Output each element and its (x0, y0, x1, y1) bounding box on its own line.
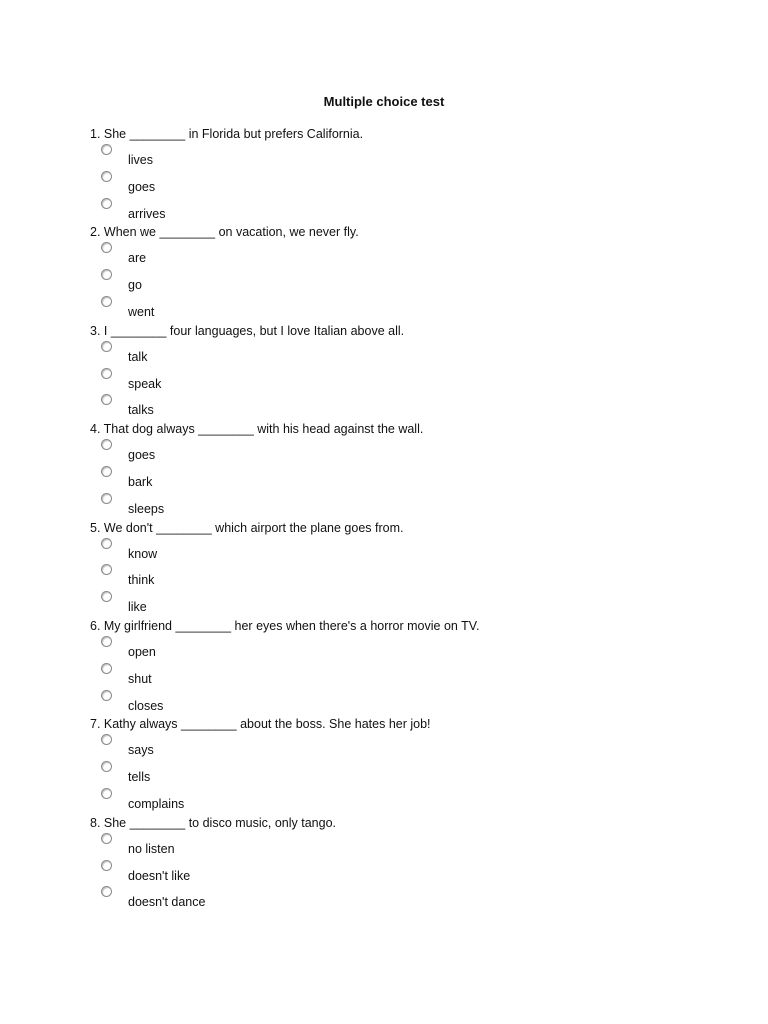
radio-button[interactable] (101, 663, 112, 674)
option-label: open (128, 644, 156, 659)
radio-button[interactable] (101, 761, 112, 772)
option-label: speak (128, 376, 162, 391)
question-text: 1. She ________ in Florida but prefers California. (90, 127, 364, 141)
radio-button[interactable] (101, 144, 112, 155)
question-text: 7. Kathy always ________ about the boss. She hates her job! (90, 717, 431, 732)
option[interactable] (90, 787, 690, 814)
question-5 (90, 519, 690, 617)
option[interactable] (90, 465, 690, 492)
option-label: go (128, 278, 142, 293)
option-label: shut (128, 671, 152, 686)
option[interactable] (90, 367, 690, 394)
option-label: bark (128, 474, 153, 489)
option[interactable] (90, 393, 690, 420)
question-6 (90, 617, 690, 715)
radio-button[interactable] (101, 690, 112, 701)
option-label: went (128, 304, 155, 319)
option-label: doesn't dance (128, 895, 206, 910)
option-label: tells (128, 770, 151, 785)
radio-button[interactable] (101, 368, 112, 379)
question-text: 5. We don't ________ which airport the plane goes from. (90, 520, 404, 535)
question-text: 4. That dog always ________ with his head against the wall. (90, 422, 424, 437)
option[interactable] (90, 197, 690, 224)
radio-button[interactable] (101, 591, 112, 602)
radio-button[interactable] (101, 860, 112, 871)
option-label: arrives (128, 206, 166, 221)
option-label: no listen (128, 841, 175, 856)
option[interactable] (90, 143, 690, 170)
radio-button[interactable] (101, 242, 112, 253)
option[interactable] (90, 885, 690, 912)
option-label: know (128, 546, 158, 561)
option-label: says (128, 743, 154, 758)
question-7 (90, 715, 690, 813)
option[interactable] (90, 492, 690, 519)
option[interactable] (90, 590, 690, 617)
question-text: 8. She ________ to disco music, only tango. (90, 815, 336, 830)
option[interactable] (90, 438, 690, 465)
option-label: think (128, 573, 155, 588)
option-label: lives (128, 153, 154, 167)
question-2 (90, 223, 690, 321)
radio-button[interactable] (101, 564, 112, 575)
radio-button[interactable] (101, 886, 112, 897)
radio-button[interactable] (101, 493, 112, 504)
radio-button[interactable] (101, 341, 112, 352)
option[interactable] (90, 268, 690, 295)
radio-button[interactable] (101, 439, 112, 450)
question-3 (90, 322, 690, 420)
question-text: 6. My girlfriend ________ her eyes when there's a horror movie on TV. (90, 618, 480, 633)
option-label: sleeps (128, 501, 165, 516)
question-1 (90, 125, 690, 223)
quiz (90, 125, 690, 912)
radio-button[interactable] (101, 394, 112, 405)
option-label: goes (128, 448, 156, 463)
option[interactable] (90, 241, 690, 268)
option-label: like (128, 600, 147, 615)
option[interactable] (90, 662, 690, 689)
radio-button[interactable] (101, 788, 112, 799)
radio-button[interactable] (101, 269, 112, 280)
option[interactable] (90, 859, 690, 886)
option-label: talks (128, 403, 154, 418)
option[interactable] (90, 760, 690, 787)
option-label: doesn't like (128, 868, 191, 883)
option[interactable] (90, 340, 690, 367)
option-label: complains (128, 796, 185, 811)
question-text: 2. When we ________ on vacation, we never fly. (90, 225, 359, 240)
option[interactable] (90, 295, 690, 322)
radio-button[interactable] (101, 296, 112, 307)
option-label: talk (128, 349, 148, 364)
question-4 (90, 420, 690, 518)
option[interactable] (90, 563, 690, 590)
option[interactable] (90, 733, 690, 760)
radio-button[interactable] (101, 466, 112, 477)
option[interactable] (90, 170, 690, 197)
option-label: goes (128, 179, 156, 194)
radio-button[interactable] (101, 734, 112, 745)
radio-button[interactable] (101, 198, 112, 209)
page-title: Multiple choice test (323, 94, 445, 109)
radio-button[interactable] (101, 171, 112, 182)
radio-button[interactable] (101, 833, 112, 844)
option[interactable] (90, 537, 690, 564)
option-label: closes (128, 698, 164, 713)
option-label: are (128, 251, 147, 266)
option[interactable] (90, 689, 690, 716)
radio-button[interactable] (101, 538, 112, 549)
question-text: 3. I ________ four languages, but I love Italian above all. (90, 323, 405, 338)
question-8 (90, 814, 690, 912)
option[interactable] (90, 635, 690, 662)
radio-button[interactable] (101, 636, 112, 647)
option[interactable] (90, 832, 690, 859)
